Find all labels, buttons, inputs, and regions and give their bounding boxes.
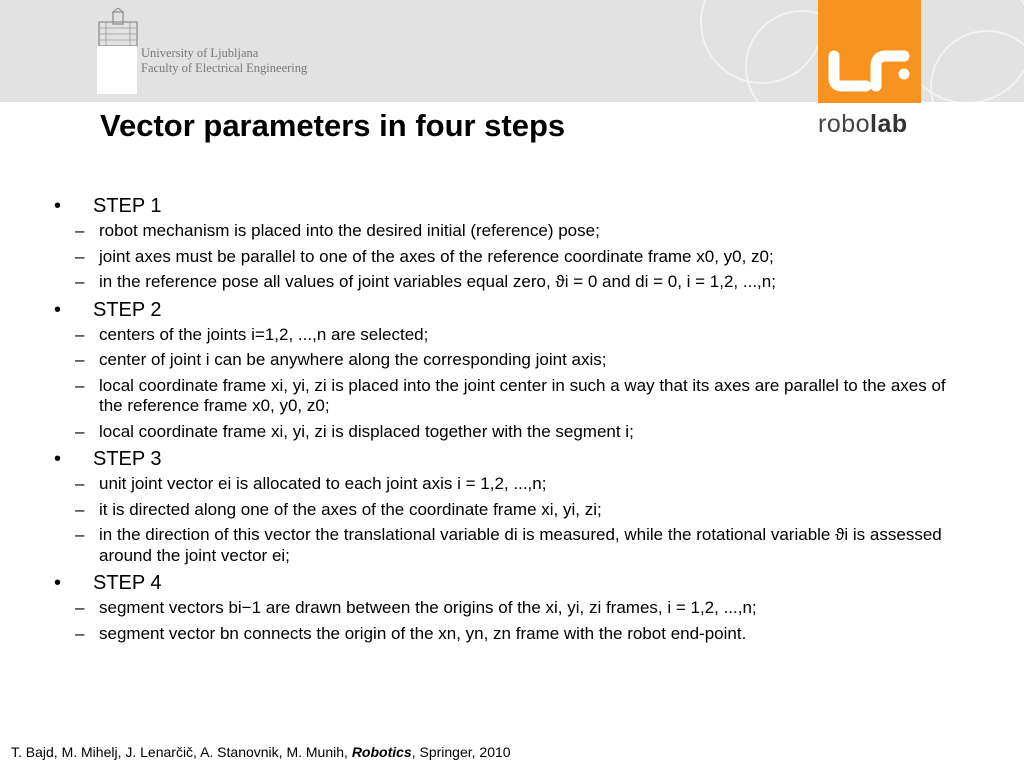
step-2-items	[54, 325, 954, 443]
step-4	[54, 571, 954, 595]
logo-panel	[97, 46, 137, 94]
lr-logo-icon	[818, 0, 921, 103]
footer-book-title: Robotics	[351, 744, 412, 760]
university-name	[141, 46, 307, 76]
list-item: – centers of the joints i=1,2, ...,n are selected;	[75, 324, 429, 344]
list-item: – local coordinate frame xi, yi, zi is placed into the joint center in such a way that its axes are parallel to the axes of the reference frame x0, y0, z0;	[75, 375, 946, 415]
university-logo	[97, 8, 347, 94]
bullet: •	[54, 448, 62, 470]
item-text: local coordinate frame xi, yi, zi is displaced together with the segment i;	[99, 421, 634, 441]
bullet: •	[54, 572, 62, 594]
item-text: in the direction of this vector the translational variable di is measured, while the rotational variable ϑi is assessed around the joint vector ei;	[99, 525, 942, 565]
step-label: STEP 3	[93, 448, 162, 470]
citation-footer	[11, 744, 511, 760]
item-text: robot mechanism is placed into the desired initial (reference) pose;	[99, 221, 600, 240]
list-item: – in the direction of this vector the translational variable di is measured, while the rotational variable ϑi is assessed around the joint vector ei;	[75, 525, 942, 565]
university-line-1: University of Ljubljana	[141, 46, 259, 60]
step-2	[54, 298, 954, 322]
robolab-wordmark	[818, 110, 908, 139]
bullet: •	[54, 195, 62, 217]
item-text: unit joint vector ei is allocated to each joint axis i = 1,2, ...,n;	[99, 474, 547, 493]
step-1-items	[54, 221, 954, 293]
item-text: centers of the joints i=1,2, ...,n are selected;	[99, 324, 429, 344]
step-label: STEP 1	[93, 195, 162, 217]
item-text: segment vectors bi−1 are drawn between the origins of the xi, yi, zi frames, i = 1,2, ...,n;	[99, 598, 757, 617]
castle-icon	[97, 8, 139, 48]
list-item: – segment vector bn connects the origin of the xn, yn, zn frame with the robot end-point.	[75, 623, 747, 643]
step-label: STEP 2	[93, 298, 162, 321]
step-4-items	[54, 598, 954, 644]
list-item: – local coordinate frame xi, yi, zi is displaced together with the segment i;	[75, 421, 634, 441]
list-item: – unit joint vector ei is allocated to each joint axis i = 1,2, ...,n;	[75, 474, 547, 493]
robolab-logo-badge	[818, 0, 921, 103]
step-3	[54, 447, 954, 471]
list-item: – segment vectors bi−1 are drawn between the origins of the xi, yi, zi frames, i = 1,2, ...,n;	[75, 598, 757, 617]
item-text: segment vector bn connects the origin of the xn, yn, zn frame with the robot end-point.	[99, 623, 747, 643]
university-line-2: Faculty of Electrical Engineering	[141, 61, 308, 75]
list-item: – robot mechanism is placed into the desired initial (reference) pose;	[75, 221, 600, 240]
step-3-items	[54, 474, 954, 566]
item-text: center of joint i can be anywhere along the corresponding joint axis;	[99, 350, 607, 369]
item-text: local coordinate frame xi, yi, zi is placed into the joint center in such a way that its axes are parallel to the axes of the reference frame x0, y0, z0;	[99, 375, 946, 415]
list-item: – center of joint i can be anywhere along the corresponding joint axis;	[75, 350, 607, 369]
footer-authors: T. Bajd, M. Mihelj, J. Lenarčič, A. Stanovnik, M. Munih,	[11, 744, 352, 760]
robolab-suffix: lab	[870, 110, 908, 138]
list-item: – it is directed along one of the axes of the coordinate frame xi, yi, zi;	[75, 499, 602, 519]
item-text: it is directed along one of the axes of the coordinate frame xi, yi, zi;	[99, 499, 602, 519]
item-text: joint axes must be parallel to one of the axes of the reference coordinate frame x0, y0, z0;	[99, 246, 774, 266]
item-text: in the reference pose all values of joint variables equal zero, ϑi = 0 and di = 0, i = 1,2, ...,n;	[99, 272, 776, 291]
slide-title: Vector parameters in four steps	[100, 108, 566, 143]
robolab-prefix: robo	[818, 110, 871, 138]
step-label: STEP 4	[93, 572, 162, 594]
slide-content	[54, 194, 954, 649]
list-item: – in the reference pose all values of joint variables equal zero, ϑi = 0 and di = 0, i = 1,2, ...,n;	[75, 272, 776, 291]
bullet: •	[54, 298, 62, 321]
footer-publisher: , Springer, 2010	[411, 744, 511, 760]
step-1	[54, 194, 954, 218]
list-item: – joint axes must be parallel to one of the axes of the reference coordinate frame x0, y0, z0;	[75, 246, 774, 266]
